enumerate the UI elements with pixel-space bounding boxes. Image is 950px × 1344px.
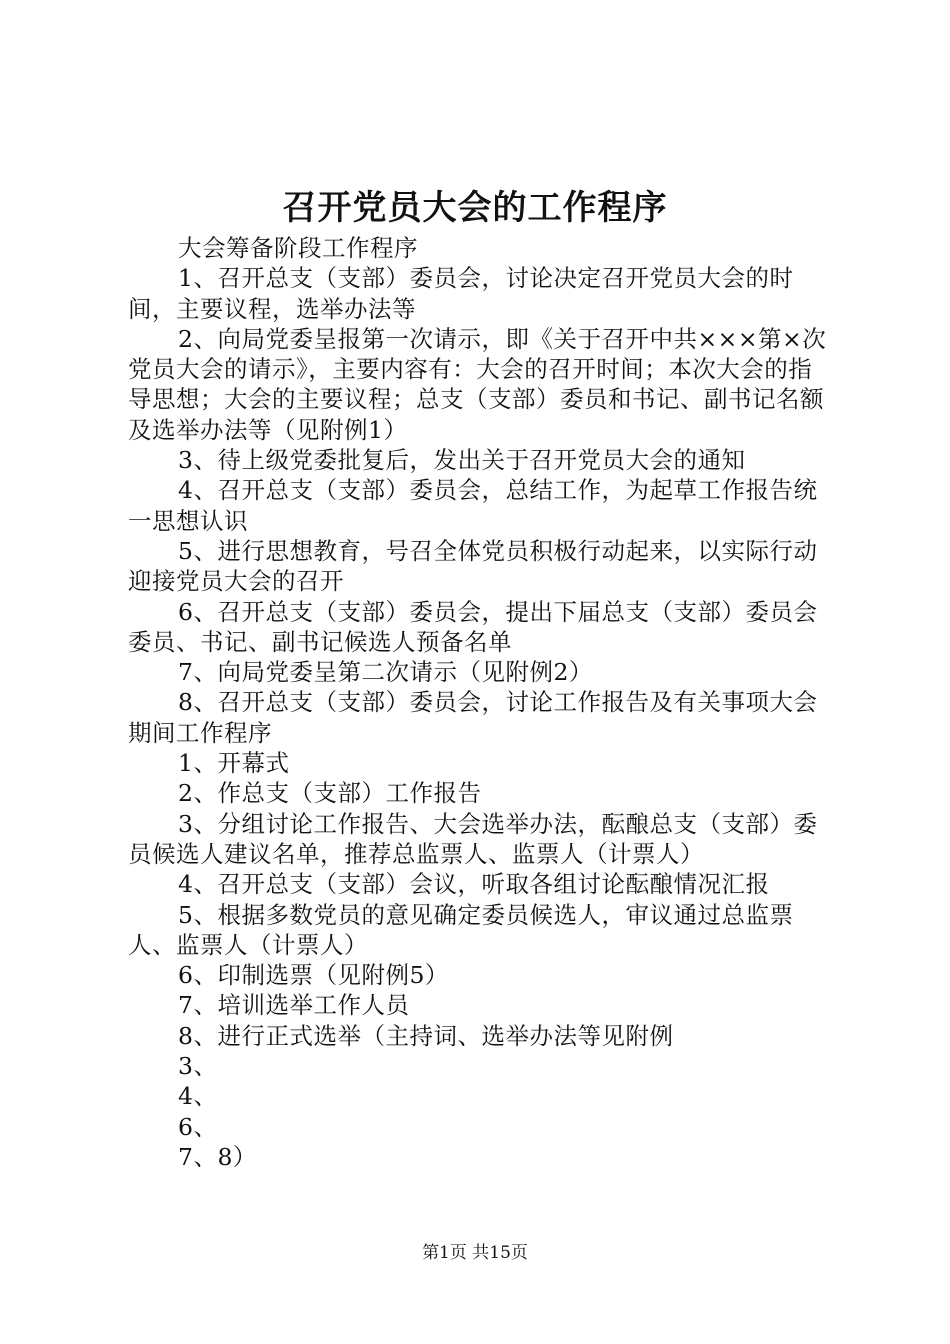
paragraph: 8、进行正式选举（主持词、选举办法等见附例 (178, 1021, 674, 1050)
paragraph: 6、 (178, 1112, 218, 1141)
paragraph: 3、 (178, 1052, 218, 1081)
paragraph: 6、印制选票（见附例5） (178, 961, 449, 990)
paragraph: 8、召开总支（支部）委员会，讨论工作报告及有关事项大会期间工作程序 (128, 688, 818, 747)
paragraph: 7、培训选举工作人员 (178, 991, 410, 1020)
paragraph: 5、根据多数党员的意见确定委员候选人，审议通过总监票人、监票人（计票人） (128, 900, 794, 959)
paragraph: 1、召开总支（支部）委员会，讨论决定召开党员大会的时间，主要议程，选举办法等 (128, 264, 794, 323)
paragraph: 7、8） (178, 1142, 257, 1171)
paragraph: 2、向局党委呈报第一次请示，即《关于召开中共×××第×次党员大会的请示》，主要内容有：大会的召开时间；本次大会的指导思想；大会的主要议程；总支（支部）委员和书记、副书记名额及选举办法等（见附例1） (128, 324, 827, 444)
paragraph: 3、分组讨论工作报告、大会选举办法，酝酿总支（支部）委员候选人建议名单，推荐总监票人、监票人（计票人） (128, 809, 818, 868)
paragraph: 6、召开总支（支部）委员会，提出下届总支（支部）委员会委员、书记、副书记候选人预备名单 (128, 597, 818, 656)
paragraph: 4、召开总支（支部）委员会，总结工作，为起草工作报告统一思想认识 (128, 476, 818, 535)
paragraph: 2、作总支（支部）工作报告 (178, 779, 482, 808)
document-body (128, 233, 834, 1172)
paragraph: 大会筹备阶段工作程序 (178, 234, 418, 262)
paragraph: 3、待上级党委批复后，发出关于召开党员大会的通知 (178, 446, 746, 475)
paragraph: 4、召开总支（支部）会议，听取各组讨论酝酿情况汇报 (178, 870, 770, 899)
paragraph: 7、向局党委呈第二次请示（见附例2） (178, 658, 593, 687)
page-number-footer: 第1页 共15页 (422, 1243, 528, 1263)
document-title: 召开党员大会的工作程序 (282, 188, 668, 228)
paragraph: 5、进行思想教育，号召全体党员积极行动起来，以实际行动迎接党员大会的召开 (128, 536, 818, 596)
paragraph: 1、开幕式 (178, 749, 290, 778)
paragraph: 4、 (178, 1082, 218, 1111)
